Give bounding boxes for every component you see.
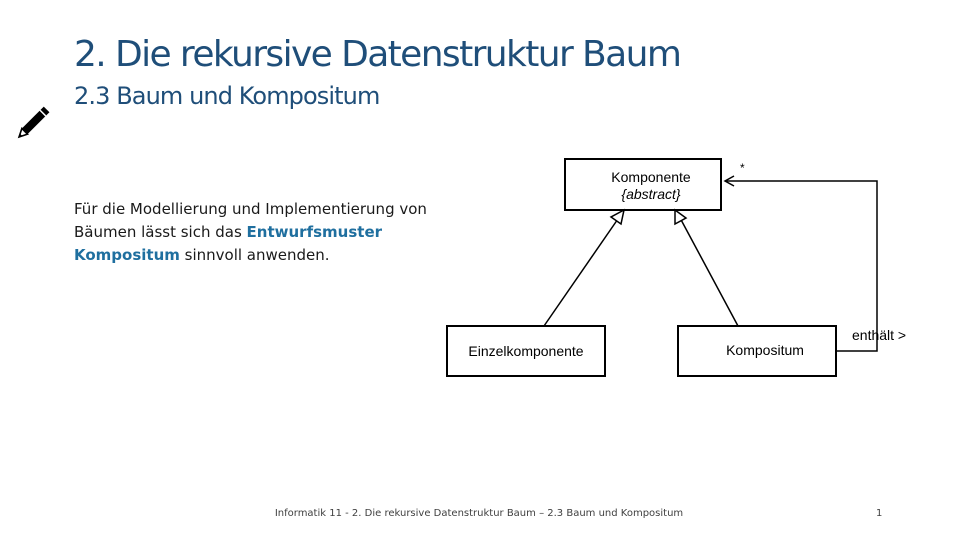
class-komponente-name: Komponente [611, 169, 691, 185]
class-einzelkomponente [447, 326, 605, 376]
class-kompositum [678, 326, 836, 376]
association-label: enthält > [852, 327, 907, 343]
footer-text: Informatik 11 - 2. Die rekursive Datenstruktur Baum – 2.3 Baum und Kompositum [274, 508, 684, 519]
inheritance-arrow-kompositum [675, 210, 738, 326]
slide-subtitle: 2.3 Baum und Kompositum [74, 82, 380, 110]
page-number: 1 [876, 508, 883, 519]
association-contains [725, 161, 906, 351]
slide-title: 2. Die rekursive Datenstruktur Baum [74, 34, 681, 75]
body-highlight: Entwurfsmuster Kompositum [74, 223, 383, 264]
body-text-part1: Für die Modellierung und Implementierung von Bäumen lässt sich das [74, 200, 427, 241]
class-komponente [565, 159, 721, 210]
class-kompositum-name: Kompositum [726, 342, 804, 358]
inheritance-arrow-einzelkomponente [544, 210, 624, 326]
slide-footer [0, 508, 960, 519]
class-komponente-stereotype: {abstract} [621, 186, 681, 202]
class-einzelkomponente-name: Einzelkomponente [468, 343, 584, 359]
body-text-part2: sinnvoll anwenden. [179, 246, 330, 264]
association-multiplicity: * [740, 161, 745, 175]
